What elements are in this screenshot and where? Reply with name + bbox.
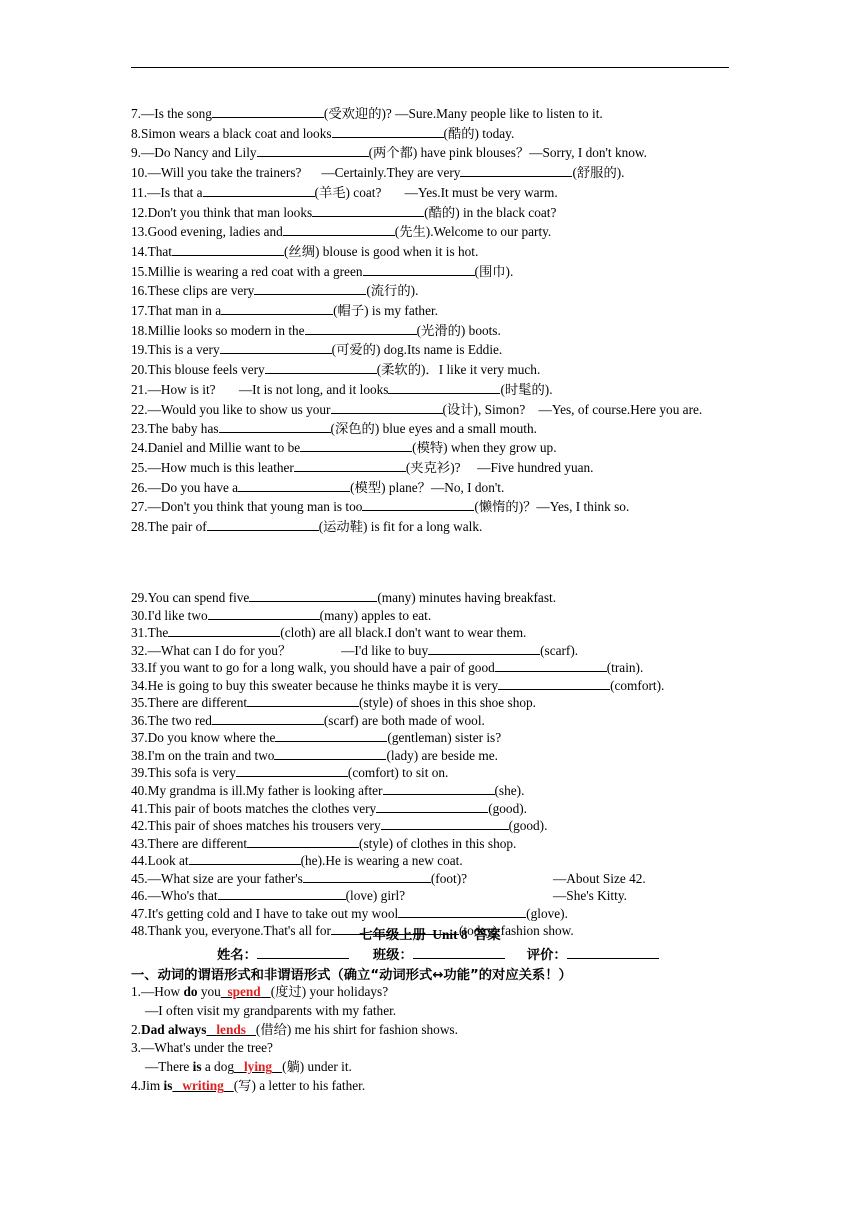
answer-blank[interactable] [460, 164, 572, 177]
answer-3: 3.—What's under the tree? [131, 1040, 273, 1056]
answer-blank[interactable] [274, 747, 386, 760]
exercise-19: 19.This is a very (可爱的) dog.Its name is Eddie. [131, 342, 503, 358]
exercise-40: 40.My grandma is ill.My father is looking after (she). [131, 783, 525, 799]
answer-1: 1.—How do you spend (度过) your holidays? [131, 984, 389, 999]
eval-field[interactable] [567, 946, 659, 959]
exercise-32: 32.—What can I do for you？ —I'd like to buy (scarf). [131, 642, 579, 658]
exercise-11: 11.—Is that a (羊毛) coat? —Yes.It must be very warm. [131, 184, 558, 200]
exercise-17: 17.That man in a (帽子) is my father. [131, 303, 438, 319]
name-field[interactable] [257, 946, 349, 959]
answer-4: 4.Jim is writing (写) a letter to his father. [131, 1077, 366, 1093]
exercise-37: 37.Do you know where the (gentleman) sister is? [131, 730, 502, 746]
class-label: 班级： [372, 947, 413, 962]
answer-3-reply: —There is a dog lying (躺) under it. [145, 1059, 352, 1075]
exercise-27: 27.—Don't you think that young man is too (懒惰的)？—Yes, I think so. [131, 499, 630, 515]
answer-blank[interactable] [498, 677, 610, 690]
answer-blank[interactable] [381, 817, 509, 830]
exercise-39: 39.This sofa is very (comfort) to sit on. [131, 765, 449, 781]
exercise-list-form [131, 589, 731, 940]
answer-blank[interactable] [207, 518, 319, 531]
answer-1-reply: —I often visit my grandparents with my father. [145, 1002, 397, 1018]
exercise-31: 31.The (cloth) are all black.I don't want to wear them. [131, 625, 527, 641]
exercise-25: 25.—How much is this leather (夹克衫)? —Five hundred yuan. [131, 459, 594, 475]
answer-blank[interactable] [219, 420, 331, 433]
answer-blank[interactable] [189, 852, 301, 865]
exercise-29: 29.You can spend five (many) minutes having breakfast. [131, 590, 557, 605]
answer-blank[interactable] [294, 459, 406, 472]
answer-blank[interactable] [218, 887, 346, 900]
exercise-38: 38.I'm on the train and two (lady) are beside me. [131, 747, 498, 763]
exercise-26: 26.—Do you have a (模型) plane？—No, I don't. [131, 479, 505, 495]
answer-blank[interactable] [283, 223, 395, 236]
answer-list [131, 983, 731, 1096]
answer-blank[interactable] [249, 589, 377, 602]
answer-blank[interactable] [212, 105, 324, 118]
exercise-45: 45.—What size are your father's (foot)? —About Size 42. [131, 870, 646, 886]
answer-blank[interactable] [312, 204, 424, 217]
answer-blank[interactable] [265, 361, 377, 374]
exercise-7: 7.—Is the song (受欢迎的)? —Sure.Many people like to listen to it. [131, 106, 603, 121]
answer-blank[interactable] [236, 764, 348, 777]
class-field[interactable] [413, 946, 505, 959]
answer-blank[interactable] [254, 282, 366, 295]
exercise-47: 47.It's getting cold and I have to take out my wool (glove). [131, 905, 568, 921]
answer-blank[interactable] [428, 642, 540, 655]
answer-blank[interactable] [238, 479, 350, 492]
exercise-list [131, 104, 731, 537]
answer-blank[interactable] [376, 800, 488, 813]
exercise-41: 41.This pair of boots matches the clothes very (good). [131, 800, 527, 816]
exercise-20: 20.This blouse feels very (柔软的)．I like it very much. [131, 362, 541, 378]
answer-blank[interactable] [383, 782, 495, 795]
answer-blank[interactable] [275, 729, 387, 742]
answer-blank[interactable] [362, 498, 474, 511]
exercise-28: 28.The pair of (运动鞋) is fit for a long walk. [131, 519, 483, 535]
answer-blank[interactable] [257, 144, 369, 157]
header-rule [131, 67, 729, 68]
exercise-46: 46.—Who's that (love) girl? —She's Kitty. [131, 888, 627, 904]
name-label: 姓名： [217, 947, 257, 962]
exercise-35: 35.There are different (style) of shoes in this shoe shop. [131, 695, 536, 711]
answer-blank[interactable] [247, 694, 359, 707]
exercise-24: 24.Daniel and Millie want to be (模特) when they grow up. [131, 440, 557, 456]
exercise-36: 36.The two red (scarf) are both made of wool. [131, 712, 485, 728]
answer-blank[interactable] [331, 401, 443, 414]
answer-blank[interactable] [221, 302, 333, 315]
answer-blank[interactable] [208, 607, 320, 620]
answer-blank[interactable] [300, 439, 412, 452]
answer-blank[interactable] [332, 125, 444, 138]
answer-blank[interactable] [168, 624, 280, 637]
exercise-43: 43.There are different (style) of clothes in this shop. [131, 835, 517, 851]
exercise-44: 44.Look at (he).He is wearing a new coat. [131, 853, 463, 869]
exercise-14: 14.That (丝绸) blouse is good when it is hot. [131, 243, 479, 259]
answer-blank[interactable] [305, 322, 417, 335]
exercise-42: 42.This pair of shoes matches his trousers very (good). [131, 818, 548, 834]
student-info-row [217, 944, 659, 963]
exercise-9: 9.—Do Nancy and Lily (两个都) have pink blouses？—Sorry, I don't know. [131, 145, 647, 161]
answer-section-title: 七年级上册 Unit 8 答案 [359, 927, 501, 942]
eval-label: 评价： [526, 947, 567, 962]
exercise-23: 23.The baby has (深色的) blue eyes and a small mouth. [131, 420, 537, 436]
answer-2: 2.Dad always lends (借给) me his shirt for fashion shows. [131, 1021, 458, 1037]
section-heading: 一、动词的谓语形式和非谓语形式（确立“动词形式↔功能”的对应关系！） [131, 968, 572, 983]
answer-blank[interactable] [398, 905, 526, 918]
exercise-33: 33.If you want to go for a long walk, you should have a pair of good (train). [131, 660, 644, 676]
answer-blank[interactable] [303, 870, 431, 883]
exercise-10: 10.—Will you take the trainers? —Certainly.They are very (舒服的). [131, 165, 625, 181]
exercise-13: 13.Good evening, ladies and (先生).Welcome to our party. [131, 224, 552, 240]
exercise-18: 18.Millie looks so modern in the (光滑的) boots. [131, 322, 501, 338]
exercise-12: 12.Don't you think that man looks (酷的) in the black coat? [131, 204, 557, 220]
exercise-8: 8.Simon wears a black coat and looks (酷的) today. [131, 125, 515, 141]
answer-blank[interactable] [220, 341, 332, 354]
answer-text: lying [243, 1059, 273, 1075]
exercise-34: 34.He is going to buy this sweater because he thinks maybe it is very (comfort). [131, 677, 665, 693]
answer-blank[interactable] [203, 184, 315, 197]
exercise-22: 22.—Would you like to show us your (设计), Simon? —Yes, of course.Here you are. [131, 401, 703, 417]
exercise-30: 30.I'd like two (many) apples to eat. [131, 607, 432, 623]
answer-text: lends [216, 1021, 246, 1037]
answer-blank[interactable] [363, 263, 475, 276]
answer-blank[interactable] [172, 243, 284, 256]
answer-blank[interactable] [388, 381, 500, 394]
answer-text: writing [182, 1077, 224, 1093]
exercise-16: 16.These clips are very (流行的). [131, 283, 419, 299]
answer-blank[interactable] [247, 835, 359, 848]
exercise-21: 21.—How is it? —It is not long, and it looks (时髦的). [131, 381, 553, 397]
exercise-48: 48.Thank you, everyone.That's all for (today) fashion show. [131, 923, 574, 939]
exercise-15: 15.Millie is wearing a red coat with a green (围巾). [131, 263, 514, 279]
answer-blank[interactable] [212, 712, 324, 725]
answer-blank[interactable] [495, 659, 607, 672]
answer-text: spend [227, 984, 261, 999]
